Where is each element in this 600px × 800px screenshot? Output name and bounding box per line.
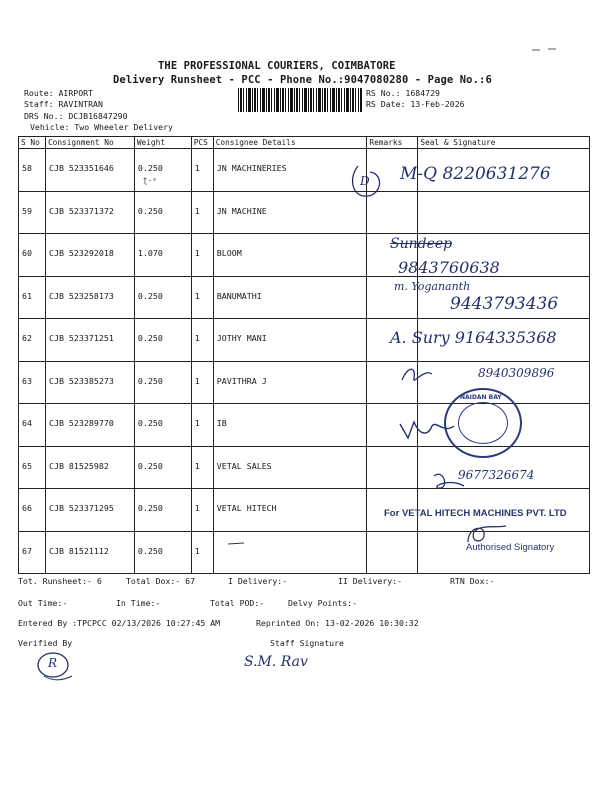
cell-weight: 0.250 [134, 446, 191, 489]
cell-weight: 1.070 [134, 234, 191, 277]
signature-64-scribble [398, 416, 458, 444]
cell-consignee [213, 531, 367, 574]
row-67-dash [226, 540, 246, 548]
cell-consignee: IB [213, 404, 367, 447]
verified-signature-mark: R [48, 656, 58, 670]
col-weight: Weight [134, 137, 191, 149]
cell-consignee: PAVITHRA J [213, 361, 367, 404]
drs-label: DRS No.: DCJB16847290 [24, 111, 128, 121]
cell-sno: 58 [19, 149, 46, 192]
reprinted-on: Reprinted On: 13-02-2026 10:30:32 [256, 618, 419, 628]
cell-consignee: BANUMATHI [213, 276, 367, 319]
signature-63-scribble [398, 360, 438, 390]
rs-number: RS No.: 1684729 [366, 88, 440, 98]
cell-consignment: CJB 523258173 [45, 276, 134, 319]
delivery-points: Delvy Points:- [288, 598, 358, 608]
cell-sno: 60 [19, 234, 46, 277]
out-time: Out Time:- [18, 598, 68, 608]
in-time: In Time:- [116, 598, 161, 608]
i-delivery: I Delivery:- [228, 576, 288, 586]
cell-consignment: CJB 81521112 [45, 531, 134, 574]
remark-58-text: D [360, 174, 370, 188]
seal-text: NAIDAN BAY [460, 394, 502, 401]
cell-consignee: JN MACHINERIES [213, 149, 367, 192]
staff-signature-hand: S.M. Rav [244, 654, 308, 670]
signature-61-name: m. Yogananth [394, 280, 471, 293]
signature-63-phone: 8940309896 [478, 366, 555, 380]
cell-pcs: 1 [191, 149, 213, 192]
weight-tick-mark: ʈ·ᵃ [143, 176, 157, 185]
cell-weight: 0.250 [134, 319, 191, 362]
cell-weight: 0.250 [134, 276, 191, 319]
signature-65-phone: 9677326674 [458, 468, 535, 482]
total-runsheet: Tot. Runsheet:- 6 [18, 576, 102, 586]
cell-pcs: 1 [191, 191, 213, 234]
rs-date: RS Date: 13-Feb-2026 [366, 99, 465, 109]
cell-sno: 63 [19, 361, 46, 404]
cell-pcs: 1 [191, 276, 213, 319]
cell-consignment: CJB 523371372 [45, 191, 134, 234]
cell-consignment: CJB 523289770 [45, 404, 134, 447]
cell-remarks [367, 531, 418, 574]
cell-sno: 62 [19, 319, 46, 362]
cell-pcs: 1 [191, 361, 213, 404]
table-row [19, 234, 590, 277]
col-remarks: Remarks [367, 137, 418, 149]
cell-pcs: 1 [191, 531, 213, 574]
cell-consignment: CJB 523351646 [45, 149, 134, 192]
staff-label: Staff: RAVINTRAN [24, 99, 103, 109]
staff-signature-label: Staff Signature [270, 638, 344, 648]
cell-weight: 0.250 [134, 404, 191, 447]
cell-sno: 65 [19, 446, 46, 489]
cell-consignment: CJB 523371251 [45, 319, 134, 362]
cell-pcs: 1 [191, 489, 213, 532]
table-row [19, 191, 590, 234]
col-consignee: Consignee Details [213, 137, 367, 149]
rtn-docs: RTN Dox:- [450, 576, 495, 586]
barcode [238, 88, 362, 112]
company-stamp-name: For VETAL HITECH MACHINES PVT. LTD [384, 508, 567, 519]
cell-seal [418, 191, 590, 234]
cell-remarks [367, 446, 418, 489]
cell-consignment: CJB 523292018 [45, 234, 134, 277]
cell-pcs: 1 [191, 404, 213, 447]
cell-sno: 61 [19, 276, 46, 319]
cell-sno: 64 [19, 404, 46, 447]
company-title: THE PROFESSIONAL COURIERS, COIMBATORE [158, 60, 396, 72]
cell-weight: 0.250 [134, 489, 191, 532]
total-pod: Total POD:- [210, 598, 265, 608]
verified-by: Verified By [18, 638, 73, 648]
cell-weight: 0.250 [134, 191, 191, 234]
col-pcs: PCS [191, 137, 213, 149]
signature-61-phone: 9443793436 [450, 294, 559, 314]
signature-62: A. Sury 9164335368 [390, 328, 557, 347]
cell-consignee: VETAL SALES [213, 446, 367, 489]
signature-58: M-Q 8220631276 [400, 164, 551, 184]
cell-consignee: BLOOM [213, 234, 367, 277]
cell-weight: 0.250 [134, 531, 191, 574]
cell-sno: 66 [19, 489, 46, 532]
cell-weight: 0.250 [134, 149, 191, 192]
cell-consignment: CJB 523385273 [45, 361, 134, 404]
cell-sno: 67 [19, 531, 46, 574]
table-header [19, 137, 590, 149]
col-seal: Seal & Signature [418, 137, 590, 149]
col-sno: S No [19, 137, 46, 149]
cell-consignment: CJB 81525982 [45, 446, 134, 489]
authorised-signatory: Authorised Signatory [466, 542, 555, 553]
cell-consignee: VETAL HITECH [213, 489, 367, 532]
entered-by: Entered By :TPCPCC 02/13/2026 10:27:45 AM [18, 618, 221, 628]
cell-pcs: 1 [191, 319, 213, 362]
ii-delivery: II Delivery:- [338, 576, 403, 586]
vehicle-label: Vehicle: Two Wheeler Delivery [30, 122, 173, 132]
cell-consignee: JOTHY MANI [213, 319, 367, 362]
cell-pcs: 1 [191, 446, 213, 489]
runsheet-subtitle: Delivery Runsheet - PCC - Phone No.:9047080280 - Page No.:6 [113, 74, 492, 86]
col-consignment: Consignment No [45, 137, 134, 149]
cell-sno: 59 [19, 191, 46, 234]
route-label: Route: AIRPORT [24, 88, 94, 98]
cell-pcs: 1 [191, 234, 213, 277]
total-docs: Total Dox:- 67 [126, 576, 196, 586]
signature-60-phone: 9843760638 [398, 258, 500, 277]
signature-60-name: Sundeep [390, 236, 453, 252]
cell-weight: 0.250 [134, 361, 191, 404]
corner-mark [530, 44, 560, 54]
cell-consignment: CJB 523371295 [45, 489, 134, 532]
cell-consignee: JN MACHINE [213, 191, 367, 234]
